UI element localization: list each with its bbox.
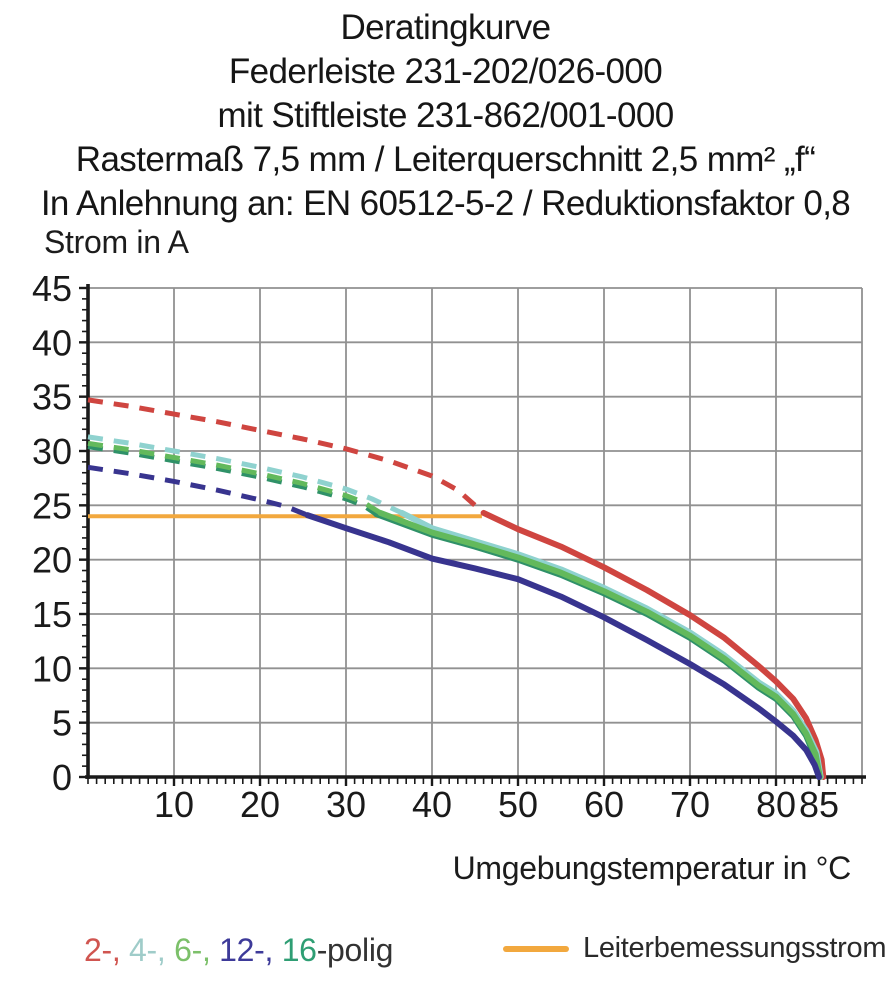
x-tick-label: 40 [411, 784, 453, 825]
x-tick-label: 70 [669, 784, 711, 825]
curve-solid-12-polig [307, 515, 819, 777]
x-tick-label: 50 [497, 784, 539, 825]
y-tick-label: 0 [51, 757, 72, 798]
curve-dashed-12-polig [88, 467, 307, 515]
x-tick-label: 60 [583, 784, 625, 825]
y-tick-label: 20 [31, 539, 72, 581]
title-line-5: In Anlehnung an: EN 60512-5-2 / Reduktionsfaktor 0,8 [40, 184, 851, 223]
title-line-3: mit Stiftleiste 231-862/001-000 [217, 96, 674, 135]
legend-pole-label: 12-, [219, 932, 282, 968]
title-line-2: Federleiste 231-202/026-000 [228, 52, 663, 91]
x-tick-label: 80 [755, 784, 797, 825]
curve-solid-16-polig [376, 514, 819, 777]
x-tick-label: 20 [239, 784, 281, 825]
legend-rated-current [503, 932, 886, 965]
legend-pole-label: 6-, [174, 932, 220, 968]
title-line-4: Rastermaß 7,5 mm / Leiterquerschnitt 2,5 mm² „f“ [75, 140, 816, 179]
legend-pole-label: -polig [316, 932, 394, 968]
legend-pole-label: 4-, [129, 932, 175, 968]
curve-solid-6-polig [380, 513, 820, 777]
curve-dashed-6-polig [88, 443, 380, 513]
curve-dashed-16-polig [88, 447, 376, 514]
x-tick-label: 85 [798, 784, 840, 825]
curve-solid-4-polig [402, 513, 821, 777]
x-tick-label: 30 [325, 784, 367, 825]
x-axis-title: Umgebungstemperatur in °C [452, 850, 851, 886]
legend-pole-label: 2-, [84, 932, 130, 968]
y-tick-label: 10 [31, 648, 72, 690]
title-line-1: Deratingkurve [340, 8, 551, 47]
rated-current-label: Leiterbemessungsstrom [583, 932, 887, 964]
y-tick-label: 5 [51, 702, 72, 744]
y-axis-title: Strom in A [44, 224, 189, 260]
y-tick-label: 15 [31, 594, 72, 635]
rated-current-swatch-icon [503, 946, 569, 952]
legend-pole-label: 16 [281, 932, 317, 968]
y-tick-label: 30 [31, 431, 72, 472]
y-tick-label: 40 [31, 322, 72, 364]
y-tick-label: 25 [31, 485, 72, 527]
legend-poles [84, 932, 393, 969]
y-tick-label: 45 [31, 268, 72, 309]
y-tick-label: 35 [31, 376, 72, 418]
x-tick-label: 10 [153, 784, 195, 825]
